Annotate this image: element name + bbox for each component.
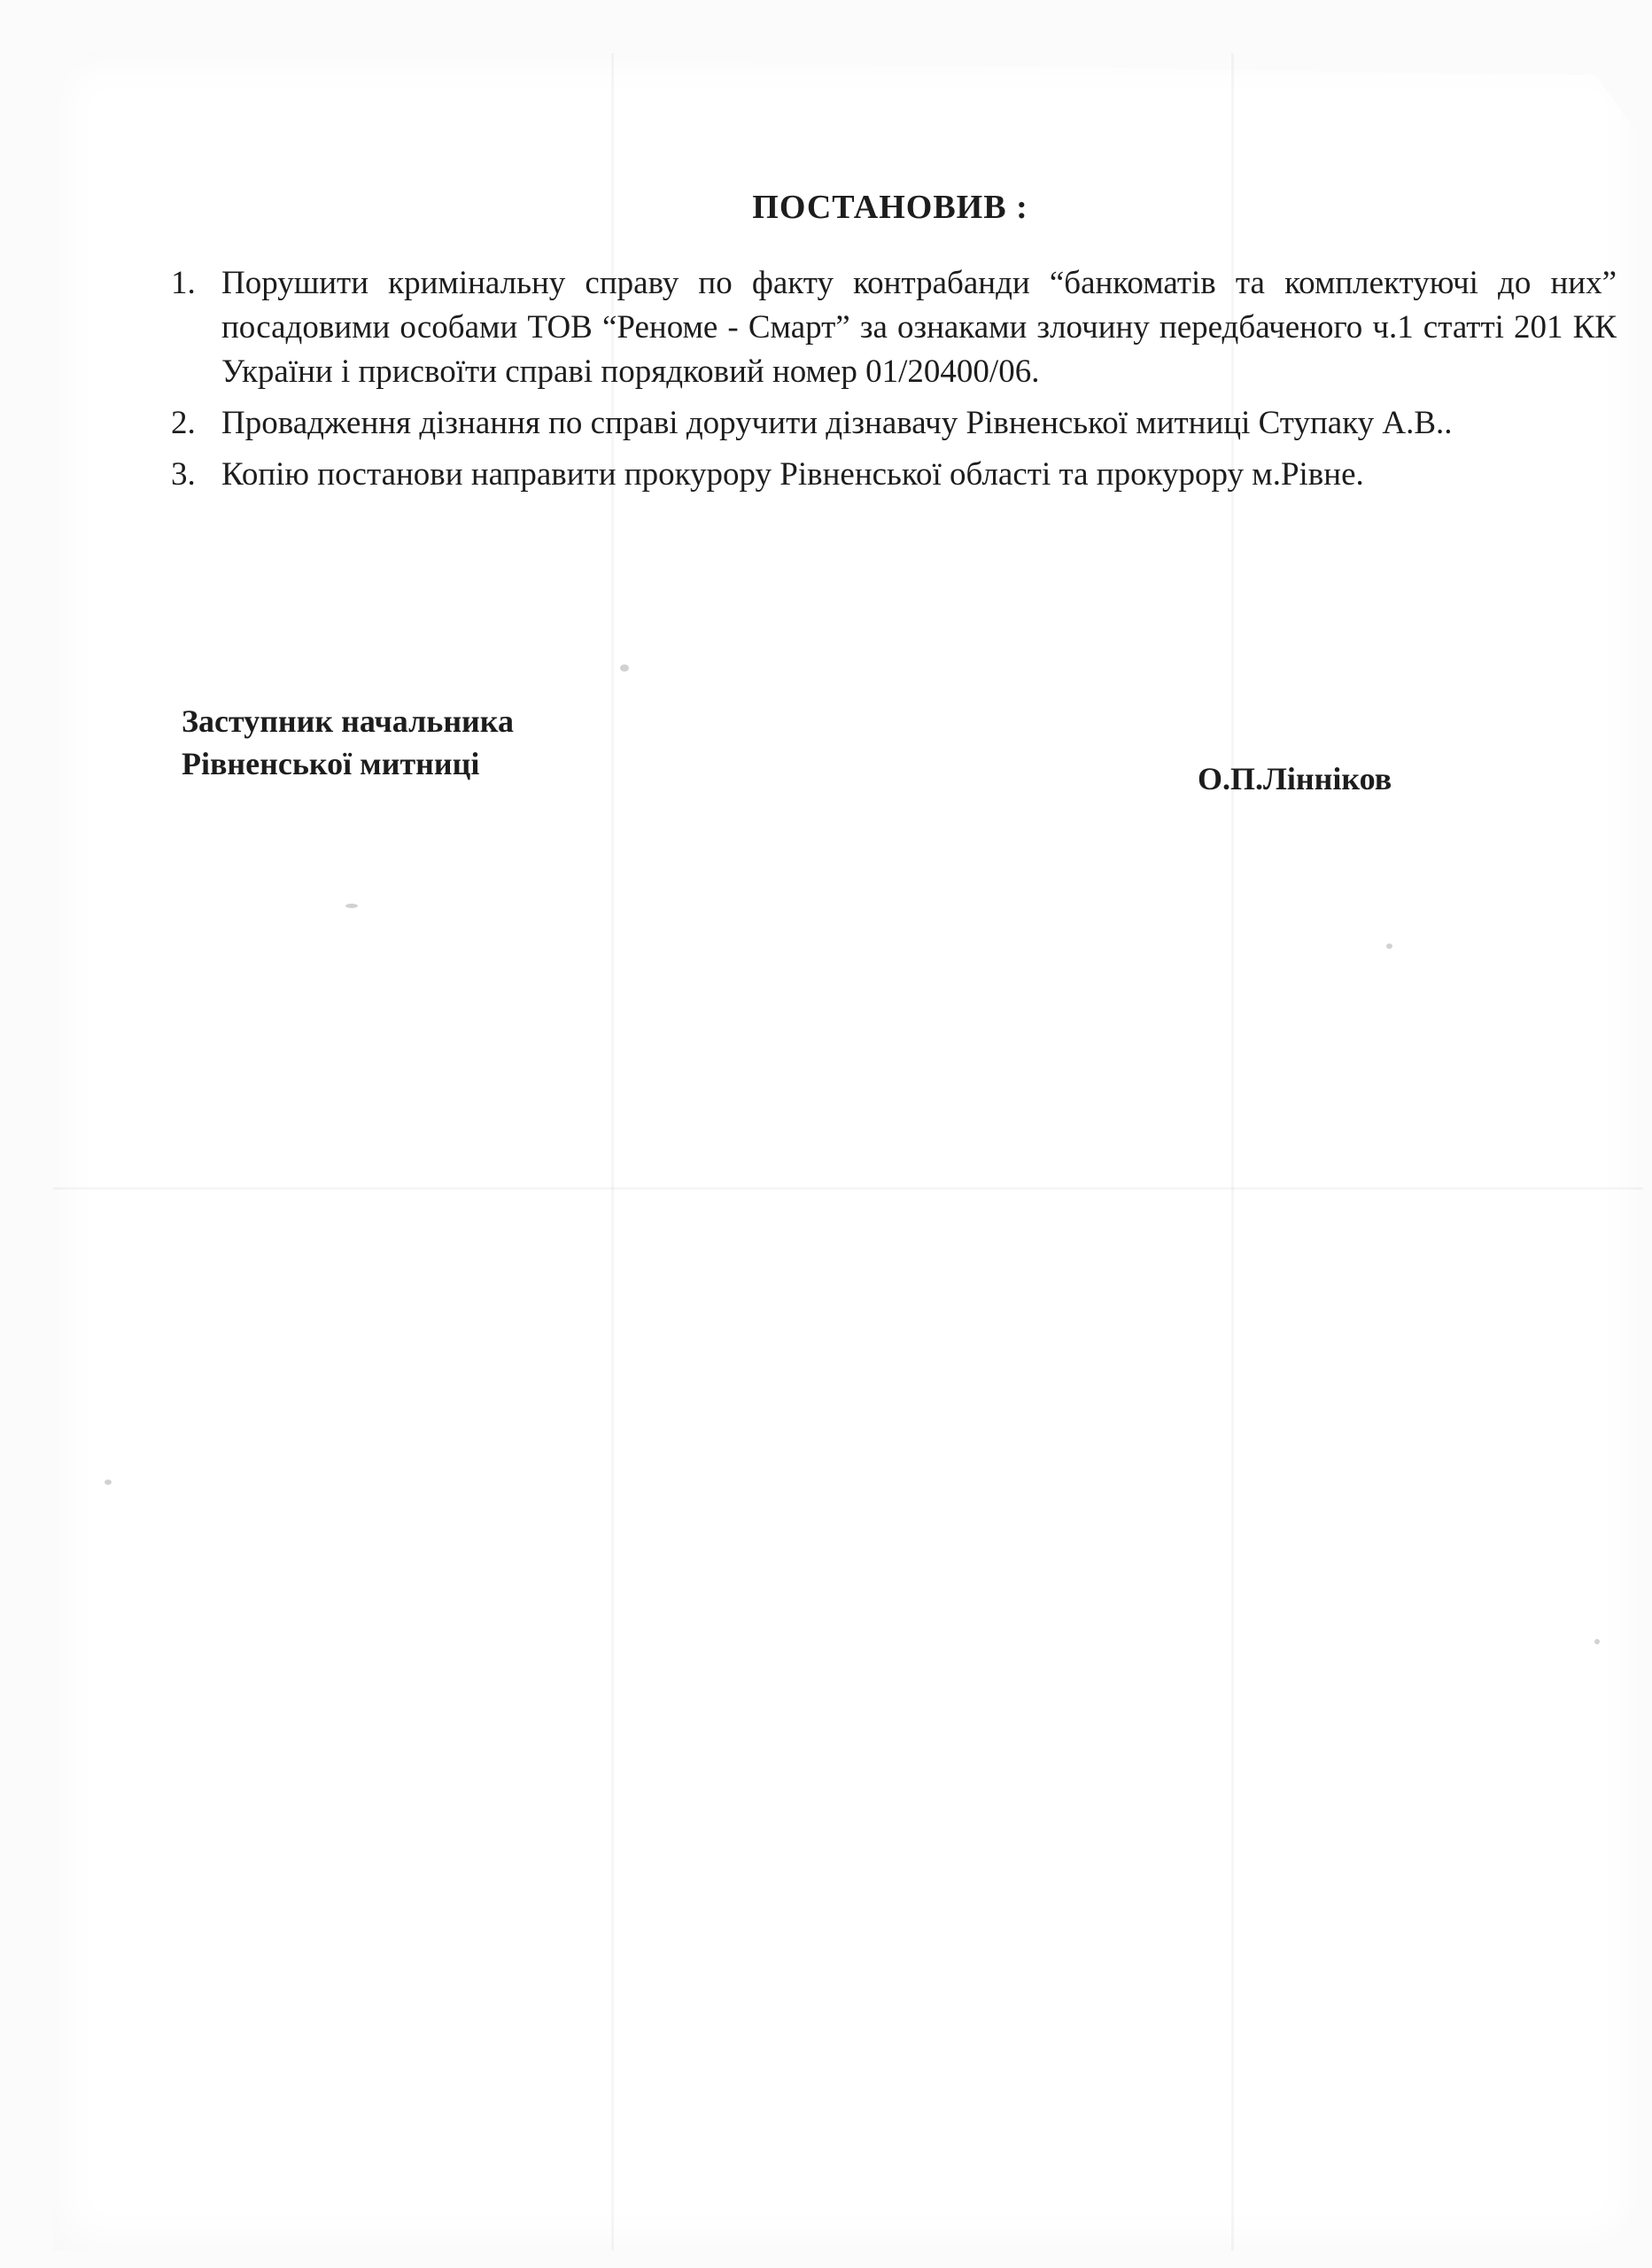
signer-title-line1: Заступник начальника (182, 703, 514, 739)
item-text: Порушити кримінальну справу по факту контрабанди “банкоматів та комплектуючі до них” посадовими особами ТОВ “Реноме - Смарт” за ознаками злочину передбаченого ч.1 статті 201 КК України і присвоїти справі порядковий номер 01/20400/06. (221, 265, 1617, 390)
scan-speck (620, 664, 629, 672)
scan-speck (1386, 944, 1392, 949)
decision-list (164, 261, 1617, 504)
item-text: Копію постанови направити прокурору Рівненської області та прокурору м.Рівне. (221, 456, 1364, 493)
signer-title (182, 700, 514, 785)
scan-speck (345, 904, 358, 908)
item-text: Провадження дізнання по справі доручити дізнавачу Рівненської митниці Ступаку А.В.. (221, 405, 1453, 441)
decision-item-1 (164, 261, 1617, 394)
signer-name: О.П.Лінніков (1198, 761, 1392, 796)
decision-heading: ПОСТАНОВИВ : (752, 189, 1028, 226)
scan-speck (1594, 1639, 1600, 1644)
decision-item-2 (164, 401, 1617, 446)
fold-crease (53, 1187, 1643, 1190)
signer-title-line2: Рівненської митниці (182, 746, 480, 781)
scan-speck (105, 1480, 112, 1485)
decision-item-3 (164, 453, 1617, 497)
item-number: 3. (171, 456, 196, 493)
item-number: 1. (171, 265, 196, 301)
item-number: 2. (171, 405, 196, 441)
